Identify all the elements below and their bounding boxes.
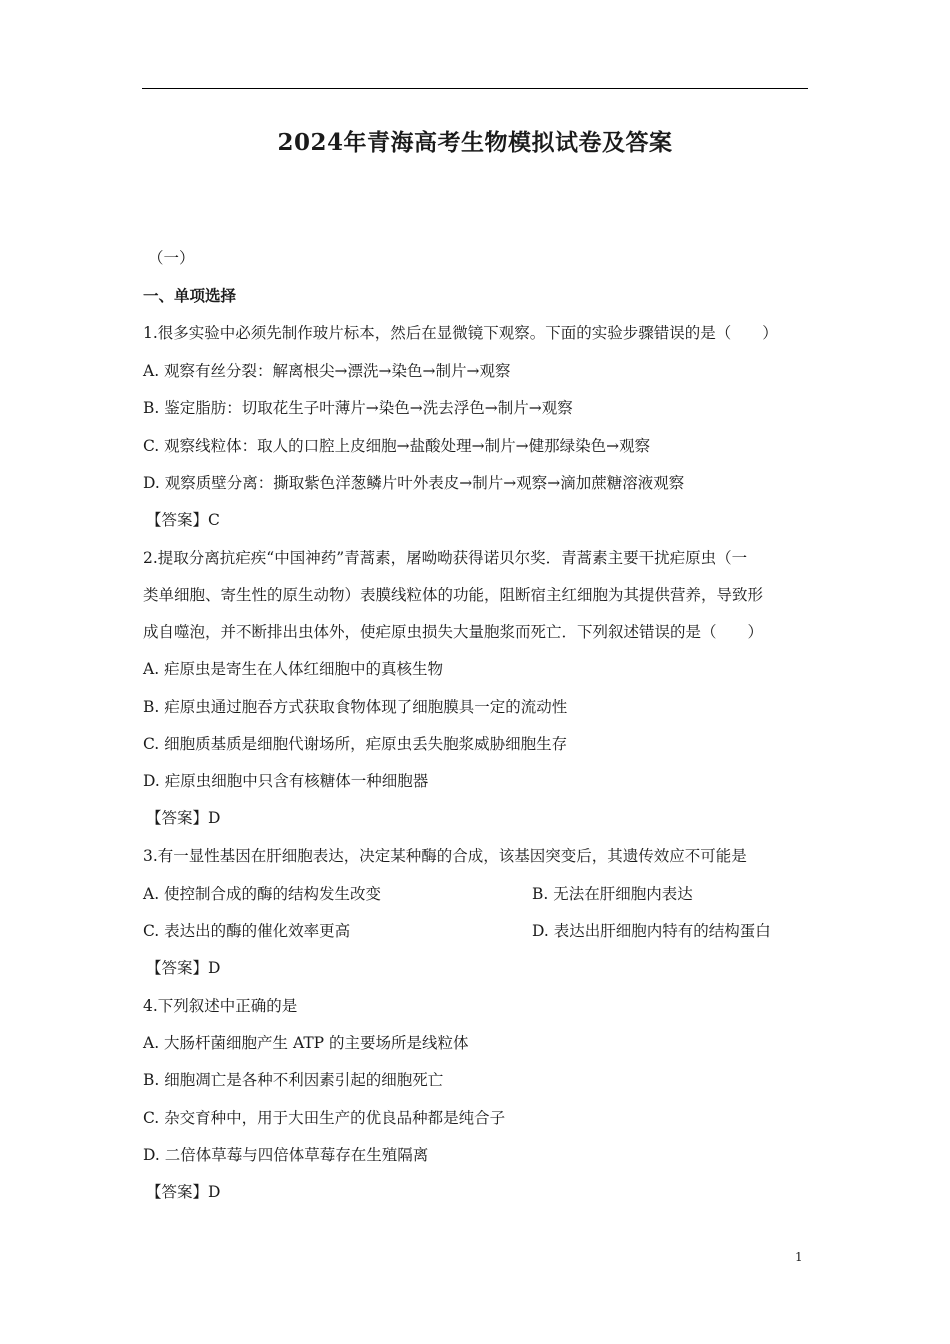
question-4-stem: 4.下列叙述中正确的是	[143, 997, 298, 1015]
question-1-stem: 1.很多实验中必须先制作玻片标本，然后在显微镜下观察。下面的实验步骤错误的是（ ）	[143, 324, 778, 342]
page-title: 2024年青海高考生物模拟试卷及答案	[277, 129, 673, 156]
question-2-stem-line-3: 成自噬泡，并不断排出虫体外，使疟原虫损失大量胞浆而死亡．下列叙述错误的是（ ）	[143, 623, 764, 641]
question-1-option-c: C. 观察线粒体：取人的口腔上皮细胞→盐酸处理→制片→健那绿染色→观察	[143, 437, 651, 455]
part-label: （一）	[148, 249, 195, 267]
page-number: 1	[795, 1250, 803, 1264]
question-4-option-b: B. 细胞凋亡是各种不利因素引起的细胞死亡	[143, 1071, 444, 1089]
question-1-option-b: B. 鉴定脂肪：切取花生子叶薄片→染色→洗去浮色→制片→观察	[143, 399, 573, 417]
question-2-answer: 【答案】D	[146, 809, 221, 827]
section-heading: 一、单项选择	[143, 286, 237, 305]
question-1-answer: 【答案】C	[146, 511, 220, 529]
question-3-option-d: D. 表达出肝细胞内特有的结构蛋白	[532, 922, 771, 940]
question-3-stem: 3.有一显性基因在肝细胞表达，决定某种酶的合成，该基因突变后，其遗传效应不可能是	[143, 847, 747, 865]
question-2-stem-line-1: 2.提取分离抗疟疾“中国神药”青蒿素，屠呦呦获得诺贝尔奖．青蒿素主要干扰疟原虫（一	[143, 549, 748, 567]
question-4-option-c: C. 杂交育种中，用于大田生产的优良品种都是纯合子	[143, 1109, 506, 1127]
question-2-option-a: A. 疟原虫是寄生在人体红细胞中的真核生物	[143, 660, 444, 678]
question-4-option-a: A. 大肠杆菌细胞产生 ATP 的主要场所是线粒体	[143, 1034, 469, 1052]
question-3-answer: 【答案】D	[146, 959, 221, 977]
header-rule	[142, 88, 808, 89]
question-3-option-b: B. 无法在肝细胞内表达	[532, 885, 693, 903]
question-4-answer: 【答案】D	[146, 1183, 221, 1201]
question-2-option-c: C. 细胞质基质是细胞代谢场所，疟原虫丢失胞浆威胁细胞生存	[143, 735, 568, 753]
question-1-option-d: D. 观察质壁分离：撕取紫色洋葱鳞片叶外表皮→制片→观察→滴加蔗糖溶液观察	[143, 474, 685, 492]
question-2-option-d: D. 疟原虫细胞中只含有核糖体一种细胞器	[143, 772, 429, 790]
question-2-stem-line-2: 类单细胞、寄生性的原生动物）表膜线粒体的功能，阻断宿主红细胞为其提供营养，导致形	[143, 586, 764, 604]
question-4-option-d: D. 二倍体草莓与四倍体草莓存在生殖隔离	[143, 1146, 429, 1164]
question-3-option-a: A. 使控制合成的酶的结构发生改变	[143, 885, 382, 903]
question-1-option-a: A. 观察有丝分裂：解离根尖→漂洗→染色→制片→观察	[143, 362, 511, 380]
question-3-option-c: C. 表达出的酶的催化效率更高	[143, 922, 351, 940]
question-2-option-b: B. 疟原虫通过胞吞方式获取食物体现了细胞膜具一定的流动性	[143, 698, 568, 716]
